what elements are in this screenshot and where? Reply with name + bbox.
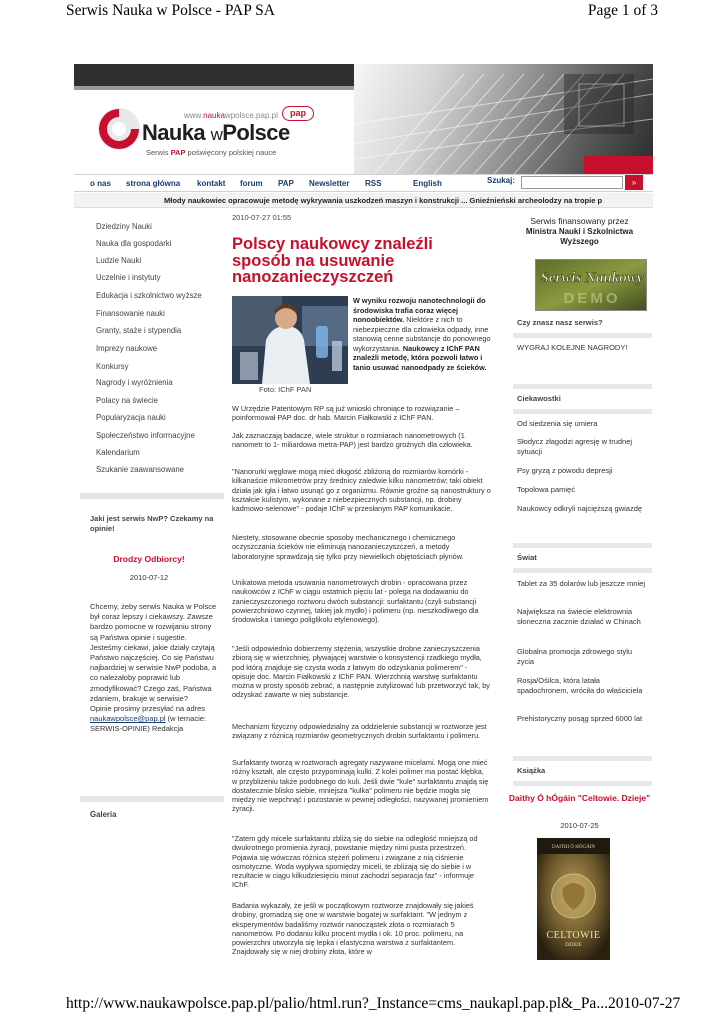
article-paragraph: W Urzędzie Patentowym RP są już wnioski chroniące to rozwiązanie – poinformował PAP doc. dr hab. Marcin Fiałkowski z IChF PAN. xyxy=(232,404,460,423)
article-paragraph: Mechanizm fizyczny odpowiedzialny za oddzielenie substancji w roztworze jest związany z różnicą rozmiarów geometrycznych drobin surfaktantu i polimeru. xyxy=(232,722,487,741)
logo-title[interactable]: Nauka wPolsce xyxy=(142,120,290,145)
logo-tagline: Serwis PAP poświęcony polskiej nauce xyxy=(146,148,277,157)
print-page-number: Page 1 of 3 xyxy=(587,2,658,19)
readers-box-date: 2010-07-12 xyxy=(129,573,169,582)
nav-english[interactable]: English xyxy=(413,179,442,188)
article-paragraph: Niestety, stosowane obecnie sposoby mechanicznego i chemicznego oczyszczania ścieków nie eliminują nanozanieczyszczeń, a metody laboratoryjne sprawdzają się tylko przy niewielkich objętościach płynów. xyxy=(232,533,464,561)
search-input[interactable] xyxy=(521,176,623,189)
menu-nagrody[interactable]: Nagrody i wyróżnienia xyxy=(96,378,173,387)
nav-strona-glowna[interactable]: strona główna xyxy=(126,179,181,188)
menu-finansowanie[interactable]: Finansowanie nauki xyxy=(96,309,165,318)
right-separator xyxy=(513,333,652,338)
right-sidebar xyxy=(507,212,652,982)
print-title: Serwis Nauka w Polsce - PAP SA xyxy=(66,2,275,19)
left-separator xyxy=(80,493,224,499)
ciekawostki-item[interactable]: Naukowcy odkryli najcięższą gwiazdę xyxy=(517,504,643,513)
nav-rss[interactable]: RSS xyxy=(365,179,382,188)
sponsor-line: Serwis finansowany przez xyxy=(530,216,629,226)
book-cover-subtitle: DZIEJE xyxy=(565,943,582,948)
left-sidebar xyxy=(74,212,224,852)
pap-logo: pap xyxy=(282,106,314,121)
left-separator-2 xyxy=(80,796,224,802)
article-photo xyxy=(232,296,348,384)
ciekawostki-item[interactable]: Słodycz złagodzi agresję w trudnej sytuacji xyxy=(517,437,633,456)
print-footer xyxy=(66,995,681,1013)
right-separator xyxy=(513,384,652,389)
book-cover-title: CELTOWIE xyxy=(546,930,601,941)
article xyxy=(232,212,492,982)
readers-box-title: Drodzy Odbiorcy! xyxy=(113,554,185,564)
right-separator xyxy=(513,781,652,786)
menu-kalendarium[interactable]: Kalendarium xyxy=(96,448,140,457)
right-separator xyxy=(513,568,652,573)
search-label: Szukaj: xyxy=(487,176,516,185)
banner-red-accent xyxy=(584,156,653,174)
demo-banner-art xyxy=(536,260,647,311)
demo-banner-title: Serwis Naukowy xyxy=(540,270,644,286)
ciekawostki-item[interactable]: Od siedzenia się umiera xyxy=(517,419,598,428)
photo-caption: Foto: IChF PAN xyxy=(259,385,312,394)
book-cover-art xyxy=(537,838,610,960)
readers-box-text: Chcemy, żeby serwis Nauka w Polsce był coraz lepszy i ciekawszy. Zawsze bardzo pomocne w rozwijaniu strony są Państwa opinie i sugestie. Jesteśmy ciekawi, jakie działy czytają Państwo najczęściej. Co się Państwu najbardziej w serwisie NwP podoba, a co należałoby poprawić lub zmodyfikować? Czego zaś, Państwa zdaniem, brakuje w serwisie? Opinie prosimy przesyłać na adres naukawpolsce@pap.pl (w temacie: SERWIS-OPINIE) Redakcja xyxy=(90,602,217,734)
menu-spoleczenstwo[interactable]: Społeczeństwo informacyjne xyxy=(96,431,195,440)
article-photo-art xyxy=(232,296,348,384)
article-paragraph: "Zatem gdy micele surfaktantu zbliżą się do siebie na odległość mniejszą od dwukrotnego promienia żyracji, powstanie między nimi pusta przestrzeń. Pojawia się wówczas różnica stężeń polimeru i związane z nią ciśnienie osmotyczne. Woda wypływa spomiędzy miceli, te zbliżają się do siebie i w rezultacie w ciągu kilkudziesięciu minut zachodzi separacja faz" - informuje IChF. xyxy=(232,834,478,890)
swiat-item[interactable]: Największa na świecie elektrownia słoneczna zacznie działać w Chinach xyxy=(517,607,641,626)
article-paragraph: Jak zaznaczają badacze, wiele struktur o rozmiarach nanometrowych (1 nanometr to 1- miliardowa metra-PAP) jest bardzo groźnych dla człowieka. xyxy=(232,431,473,450)
serwis-naukowy-demo-banner[interactable] xyxy=(535,259,647,311)
book-cover[interactable] xyxy=(537,838,610,960)
swiat-item[interactable]: Globalna promocja zdrowego stylu życia xyxy=(517,647,633,666)
logo-swirl-icon xyxy=(96,106,142,152)
readers-email-link[interactable]: naukawpolsce@pap.pl xyxy=(90,714,166,724)
print-url: http://www.naukawpolsce.pap.pl/palio/html.run?_Instance=cms_naukapl.pap.pl&_Pa... xyxy=(66,995,608,1012)
right-separator xyxy=(513,543,652,548)
nav-pap[interactable]: PAP xyxy=(278,179,294,188)
menu-ludzie-nauki[interactable]: Ludzie Nauki xyxy=(96,256,142,265)
menu-edukacja[interactable]: Edukacja i szkolnictwo wyższe xyxy=(96,291,202,300)
menu-popularyzacja[interactable]: Popularyzacja nauki xyxy=(96,413,166,422)
menu-szukanie[interactable]: Szukanie zaawansowane xyxy=(96,465,184,474)
menu-nauka-dla-gospodarki[interactable]: Nauka dla gospodarki xyxy=(96,239,172,248)
menu-granty[interactable]: Granty, staże i stypendia xyxy=(96,326,182,335)
award-link[interactable]: WYGRAJ KOLEJNE NAGRODY! xyxy=(517,343,628,352)
nav-o-nas[interactable]: o nas xyxy=(90,179,111,188)
sponsor-ministry: Ministra Nauki i Szkolnictwa Wyższego xyxy=(525,227,634,246)
print-date: 2010-07-27 xyxy=(607,995,681,1012)
search-button[interactable]: » xyxy=(625,175,643,190)
section-ksiazka[interactable]: Książka xyxy=(517,766,546,775)
article-lead: W wyniku rozwoju nanotechnologii do środowiska trafia coraz więcej nonoobiektów. Niektóre z nich to niebezpieczne dla człowieka odpady, inne stanowią cenne substancje do ponownego wykorzystania. Naukowcy z IChF PAN znaleźli metodę, która pozwoli łatwo i tanio usuwać nanoodpady ze ścieków. xyxy=(353,296,491,372)
right-separator xyxy=(513,409,652,414)
nav-newsletter[interactable]: Newsletter xyxy=(309,179,350,188)
swiat-item[interactable]: Prehistoryczny posąg sprzed 6000 lat xyxy=(517,714,643,723)
poll-question[interactable]: Jaki jest serwis NwP? Czekamy na opinie! xyxy=(90,514,214,533)
news-ticker[interactable]: Młody naukowiec opracowuje metodę wykrywania uszkodzeń maszyn i konstrukcji ... Gnieźnieński archeolodzy na tropie p xyxy=(74,193,653,208)
swiat-item[interactable]: Tablet za 35 dolarów lub jeszcze mniej xyxy=(517,579,645,588)
ciekawostki-item[interactable]: Topolowa pamięć xyxy=(517,485,575,494)
article-paragraph: Unikatowa metoda usuwania nanometrowych drobin - opracowana przez naukowców z IChF w ciągu ostatnich pięciu lat - polega na dodawaniu do zanieczyszczonego roztworu dwóch substancji: surfaktantu (czyli substancji powierzchniowo czynnej, takiej jak mydło) i polimeru (np. nieszkodliwego dla środowiska i taniego poliglikolu etylenowego). xyxy=(232,578,479,625)
nav-kontakt[interactable]: kontakt xyxy=(197,179,226,188)
article-date: 2010-07-27 01:55 xyxy=(232,213,292,222)
ciekawostki-item[interactable]: Psy gryzą z powodu depresji xyxy=(517,466,613,475)
swiat-item[interactable]: Rosja/Ośilca, która latała spadochronem, wróciła do właściciela xyxy=(517,676,643,695)
book-title[interactable]: Daithy Ó hÓgáin "Celtowie. Dzieje" xyxy=(508,793,651,803)
menu-konkursy[interactable]: Konkursy xyxy=(96,362,129,371)
section-ciekawostki[interactable]: Ciekawostki xyxy=(517,394,561,403)
article-paragraph: Badania wykazały, że jeśli w początkowym roztworze znajdowały się jakieś drobiny, gromadzą się one w warstwie bogatej w surfaktant. "W jednym z eksperymentów badaliśmy roztwór nanocząstek złota o rozmiarach 5 nanometrów. Po dodaniu kilku procent mydła i ok. 10 proc. polimeru, na powierzchni utworzyła się lepka i elastyczna warstwa z surfaktantem. Znajdowały się w niej drobiny złota, które w xyxy=(232,901,474,957)
section-swiat[interactable]: Świat xyxy=(517,553,537,562)
menu-imprezy[interactable]: Imprezy naukowe xyxy=(96,344,158,353)
nav-forum[interactable]: forum xyxy=(240,179,263,188)
book-cover-author: DAITHI Ó HÓGÁIN xyxy=(551,845,596,850)
article-paragraph: Surfaktanty tworzą w roztworach agregaty nazywane micelami. Mogą one mieć różny kształt, ale często przypominają kulki. Z kolei polimer ma postać kłębka, w przybliżeniu także podobnego do kuli. Jeśli dwie "kule" surfaktantu znajdą się dostatecznie blisko siebie, mniejsza "kulka" polimeru nie będzie mogła się między nie wepchnąć i pozostanie w pewnej odległości, nazywanej promieniem żyracji. xyxy=(232,758,489,814)
article-paragraph: "Jeśli odpowiednio dobierzemy stężenia, wszystkie drobne zanieczyszczenia zbiorą się w wierzchniej, pływającej warstwie o konsystencji rzadkiego mydła, pod którą znajduje się czysta woda z łatwym do odzyskania polimerem" - opisuje doc. Marcin Fiałkowski z IChF PAN. Wierzchnią warstwę surfaktantu można w prosty sposób zebrać, a następnie zutylizować lub przetworzyć tak, by odzyskać zawarte w niej substancje. xyxy=(232,644,490,700)
menu-polacy-na-swiecie[interactable]: Polacy na świecie xyxy=(96,396,158,405)
logo-url: www.naukawpolsce.pap.pl xyxy=(184,111,278,120)
menu-dziedziny-nauki[interactable]: Dziedziny Nauki xyxy=(96,222,152,231)
article-title: Polscy naukowcy znaleźli sposób na usuwanie nanozanieczyszczeń xyxy=(232,235,433,286)
galeria-heading[interactable]: Galeria xyxy=(90,810,117,819)
section-czy-znasz[interactable]: Czy znasz nasz serwis? xyxy=(517,318,603,327)
site-banner xyxy=(74,64,653,174)
demo-banner-sub: DEMO xyxy=(563,290,621,307)
article-paragraph: "Nanorurki węglowe mogą mieć długość zbliżoną do rozmiarów komórki - kilkanaście mikrometrów przy średnicy zaledwie kilku nanometrów; taki obiekt działa jak igła i łatwo usunąć go z organizmu. Równie groźne są nanostruktury o kształcie kulistym, wykonane z niebezpiecznych substancji, np. drobiny kadmowo-selenowe" - podaje IChF w przesłanym PAP komunikacie. xyxy=(232,467,491,514)
menu-uczelnie[interactable]: Uczelnie i instytuty xyxy=(96,273,161,282)
right-separator xyxy=(513,756,652,761)
book-date: 2010-07-25 xyxy=(560,821,599,830)
print-header xyxy=(66,2,658,20)
main-nav xyxy=(74,174,653,192)
